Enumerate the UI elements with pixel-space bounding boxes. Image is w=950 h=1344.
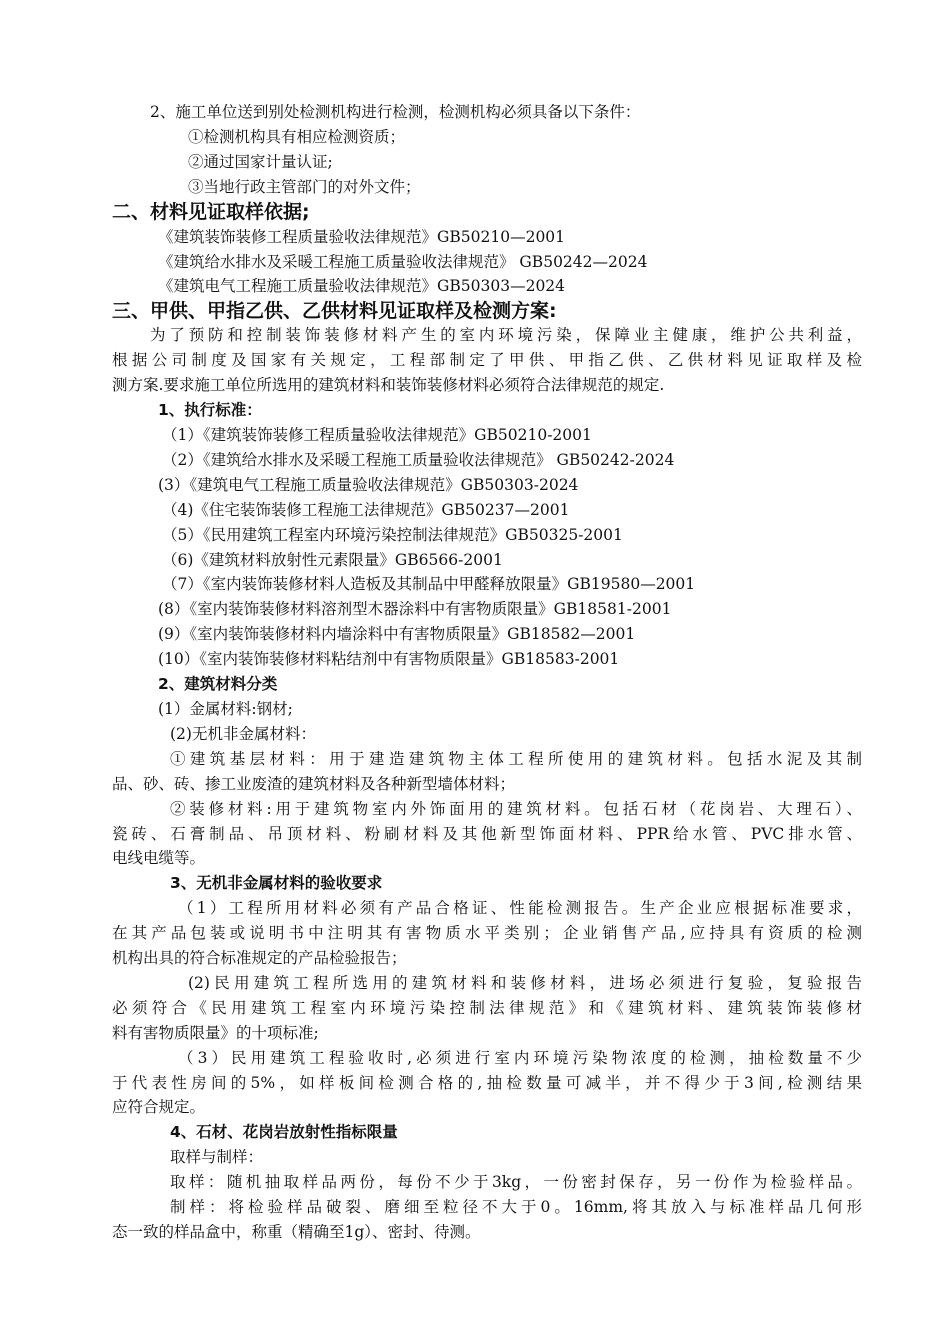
section-heading: 三、甲供、甲指乙供、乙供材料见证取样及检测方案: — [112, 300, 557, 322]
section-heading: 二、材料见证取样依据; — [112, 201, 310, 223]
paragraph-line: 在其产品包装或说明书中注明其有害物质水平类别；企业销售产品,应持具有资质的检测 — [112, 924, 862, 942]
list-item: (10）《室内装饰装修材料粘结剂中有害物质限量》GB18583-2001 — [158, 650, 620, 668]
paragraph-line: (2)民用建筑工程所选用的建筑材料和装修材料，进场必须进行复验，复验报告 — [188, 974, 862, 992]
subsection-heading: 3、无机非金属材料的验收要求 — [170, 874, 383, 892]
list-item: （5）《民用建筑工程室内环境污染控制法律规范》GB50325-2001 — [162, 526, 623, 544]
list-item: （6)《建筑材料放射性元素限量》GB6566-2001 — [162, 551, 503, 569]
list-item: （1）《建筑装饰装修工程质量验收法律规范》GB50210-2001 — [162, 426, 592, 444]
list-item: (3）《建筑电气工程施工质量验收法律规范》GB50303-2024 — [158, 476, 579, 494]
paragraph-line: 态一致的样品盒中，称重（精确至1g）、密封、待测。 — [112, 1223, 481, 1241]
paragraph-line: ②装修材料:用于建筑物室内外饰面用的建筑材料。包括石材（花岗岩、大理石）、 — [170, 800, 862, 818]
subsection-heading: 2、建筑材料分类 — [158, 675, 278, 693]
paragraph-line: （3）民用建筑工程验收时,必须进行室内环境污染物浓度的检测，抽检数量不少 — [178, 1049, 862, 1067]
subsection-heading: 4、石材、花岗岩放射性指标限量 — [170, 1123, 398, 1141]
paragraph-line: 电线电缆等。 — [112, 849, 206, 867]
paragraph-line: 为了预防和控制装饰装修材料产生的室内环境污染，保障业主健康，维护公共利益， — [150, 326, 862, 344]
text-line: 《建筑装饰装修工程质量验收法律规范》GB50210—2001 — [158, 228, 566, 246]
paragraph-line: 瓷砖、石膏制品、吊顶材料、粉刷材料及其他新型饰面材料、PPR给水管、PVC排水管、 — [112, 825, 862, 843]
paragraph-line: 根据公司制度及国家有关规定，工程部制定了甲供、甲指乙供、乙供材料见证取样及检 — [112, 351, 862, 369]
list-item: (8）《室内装饰装修材料溶剂型木器涂料中有害物质限量》GB18581-2001 — [158, 600, 672, 618]
paragraph-line: 于代表性房间的5%，如样板间检测合格的,抽检数量可减半，并不得少于3间,检测结果 — [112, 1074, 862, 1092]
text-line: 取样与制样： — [170, 1148, 264, 1166]
paragraph-line: 应符合规定。 — [112, 1098, 206, 1116]
paragraph-line: 品、砂、砖、掺工业废渣的建筑材料及各种新型墙体材料； — [112, 775, 516, 793]
list-item: （7）《室内装饰装修材料人造板及其制品中甲醛释放限量》GB19580—2001 — [162, 575, 696, 593]
list-item: ①检测机构具有相应检测资质； — [188, 128, 406, 146]
list-item: （2）《建筑给水排水及采暖工程施工质量验收法律规范》 GB50242-2024 — [162, 451, 675, 469]
paragraph-line: ①建筑基层材料：用于建造建筑物主体工程所使用的建筑材料。包括水泥及其制 — [170, 750, 862, 768]
paragraph-line: （1）工程所用材料必须有产品合格证、性能检测报告。生产企业应根据标准要求， — [178, 899, 862, 917]
paragraph-line: 取样：随机抽取样品两份，每份不少于3kg，一份密封保存，另一份作为检验样品。 — [170, 1173, 862, 1191]
paragraph-line: 料有害物质限量》的十项标准; — [112, 1024, 319, 1042]
list-item: (9）《室内装饰装修材料内墙涂料中有害物质限量》GB18582—2001 — [158, 625, 636, 643]
paragraph-line: 机构出具的符合标准规定的产品检验报告； — [112, 949, 407, 967]
list-item: (2)无机非金属材料： — [170, 725, 316, 743]
text-line: 《建筑给水排水及采暖工程施工质量验收法律规范》 GB50242—2024 — [158, 253, 648, 271]
subsection-heading: 1、执行标准： — [158, 401, 262, 419]
list-item: (1）金属材料:钢材; — [158, 700, 293, 718]
list-item: （4)《住宅装饰装修工程施工法律规范》GB50237—2001 — [162, 501, 570, 519]
list-item: ③当地行政主管部门的对外文件； — [188, 178, 421, 196]
text-line: 2、施工单位送到别处检测机构进行检测，检测机构必须具备以下条件： — [150, 103, 641, 121]
paragraph-line: 必须符合《民用建筑工程室内环境污染控制法律规范》和《建筑材料、建筑装饰装修材 — [112, 999, 862, 1017]
list-item: ②通过国家计量认证; — [188, 153, 333, 171]
paragraph-line: 测方案.要求施工单位所选用的建筑材料和装饰装修材料必须符合法律规范的规定. — [112, 376, 665, 394]
text-line: 《建筑电气工程施工质量验收法律规范》GB50303—2024 — [158, 277, 566, 295]
paragraph-line: 制样：将检验样品破裂、磨细至粒径不大于0。16mm,将其放入与标准样品几何形 — [170, 1198, 862, 1216]
